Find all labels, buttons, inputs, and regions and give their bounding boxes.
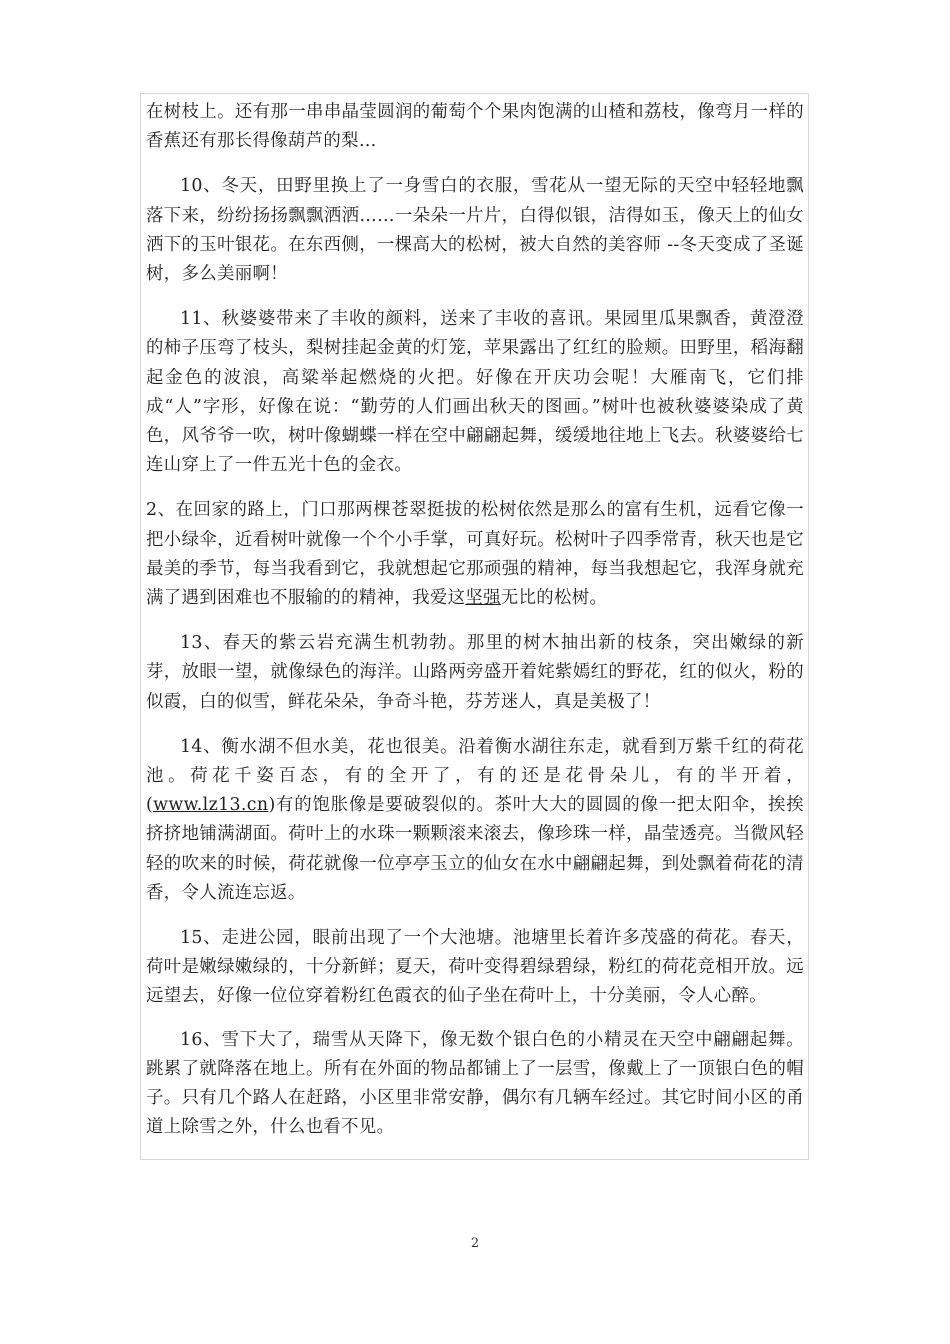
paragraph-15: 15、走进公园，眼前出现了一个大池塘。池塘里长着许多茂盛的荷花。春天，荷叶是嫩绿嫩绿的，十分新鲜；夏天，荷叶变得碧绿碧绿，粉红的荷花竞相开放。远远望去，好像一位位穿着粉红色霞衣的仙子坐在荷叶上，十分美丽，令人心醉。: [146, 928, 804, 1007]
document-text-box: [140, 93, 809, 1160]
page-number: 2: [470, 1236, 480, 1251]
paragraph-continuation: 在树枝上。还有那一串串晶莹圆润的葡萄个个果肉饱满的山楂和荔枝，像弯月一样的香蕉还有那长得像葫芦的梨…: [146, 102, 804, 152]
paragraph-14: [146, 733, 804, 908]
paragraph-13: 13、春天的紫云岩充满生机勃勃。那里的树木抽出新的枝条，突出嫩绿的新芽，放眼一望，就像绿色的海洋。山路两旁盛开着姹紫嫣红的野花，红的似火，粉的似霞，白的似雪，鲜花朵朵，争奇斗艳，芬芳迷人，真是美极了！: [146, 633, 804, 712]
paragraph-14-text: 14、衡水湖不但水美，花也很美。沿着衡水湖往东走，就看到万紫千红的荷花池。荷花千姿百态，有的全开了，有的还是花骨朵儿，有的半开着，(: [146, 736, 804, 816]
underlined-word: 坚强: [465, 588, 501, 609]
paragraph-2: [146, 496, 804, 613]
website-link[interactable]: www.lz13.cn: [153, 795, 269, 816]
paragraph-2-text: 2、在回家的路上，门口那两棵苍翠挺拔的松树依然是那么的富有生机，远看它像一把小绿伞，近看树叶就像一个个小手掌，可真好玩。松树叶子四季常青，秋天也是它最美的季节，每当我看到它，我就想起它那顽强的精神，每当我想起它，我浑身就充满了遇到困难也不服输的的精神，我爱这: [146, 500, 804, 609]
paragraph-16: 16、雪下大了，瑞雪从天降下，像无数个银白色的小精灵在天空中翩翩起舞。跳累了就降落在地上。所有在外面的物品都铺上了一层雪，像戴上了一顶银白色的帽子。只有几个路人在赶路，小区里非常安静，偶尔有几辆车经过。其它时间小区的甬道上除雪之外，什么也看不见。: [146, 1029, 804, 1138]
paragraph-11: 11、秋婆婆带来了丰收的颜料，送来了丰收的喜讯。果园里瓜果飘香，黄澄澄的柿子压弯了枝头，梨树挂起金黄的灯笼，苹果露出了红红的脸颊。田野里，稻海翻起金色的波浪，高粱举起燃烧的火把。好像在开庆功会呢！大雁南飞，它们排成“人”字形，好像在说：“勤劳的人们画出秋天的图画。”树叶也被秋婆婆染成了黄色，风爷爷一吹，树叶像蝴蝶一样在空中翩翩起舞，缓缓地往地上飞去。秋婆婆给七连山穿上了一件五光十色的金衣。: [146, 309, 804, 476]
paragraph-10: 10、冬天，田野里换上了一身雪白的衣服，雪花从一望无际的天空中轻轻地飘落下来，纷纷扬扬飘飘洒洒……一朵朵一片片，白得似银，洁得如玉，像天上的仙女洒下的玉叶银花。在东西侧，一棵高大的松树，被大自然的美容师 --冬天变成了圣诞树，多么美丽啊！: [146, 176, 804, 285]
paragraph-14-tail: )有的饱胀像是要破裂似的。茶叶大大的圆圆的像一把太阳伞，挨挨挤挤地铺满湖面。荷叶上的水珠一颗颗滚来滚去，像珍珠一样，晶莹透亮。当微风轻轻的吹来的时候，荷花就像一位亭亭玉立的仙女在水中翩翩起舞，到处飘着荷花的清香，令人流连忘返。: [146, 795, 804, 903]
paragraph-2-tail: 无比的松树。: [500, 588, 608, 609]
